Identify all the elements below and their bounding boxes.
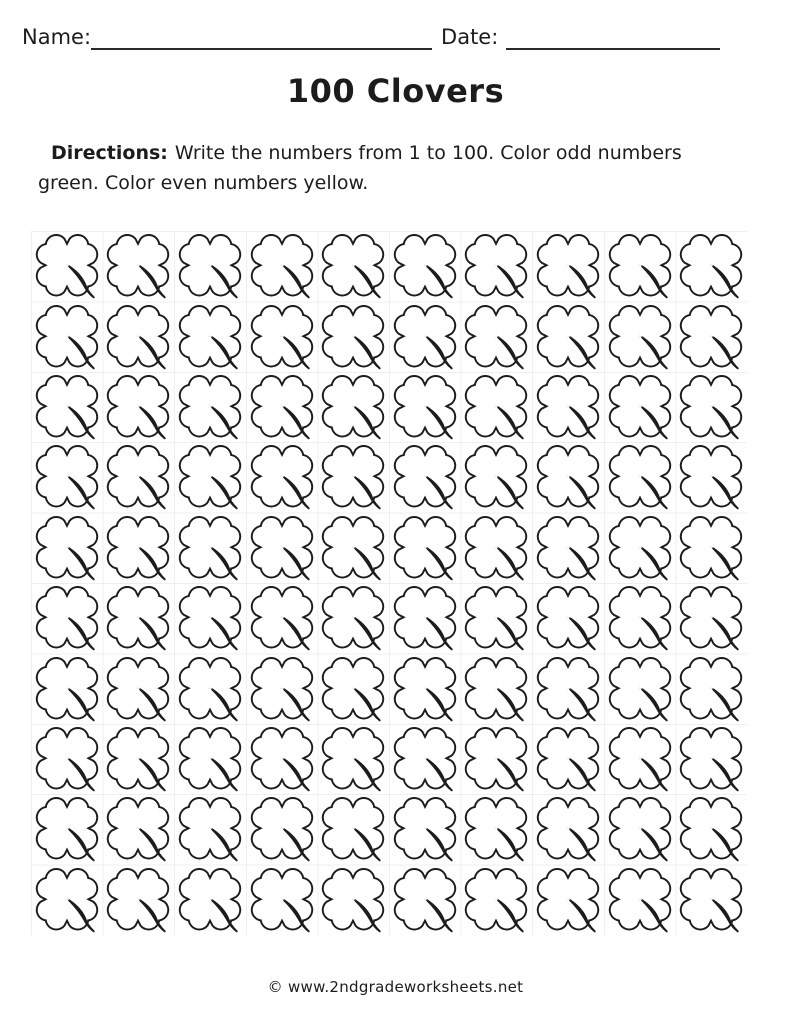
- clover-icon: [98, 227, 178, 304]
- clover-cell: [461, 865, 533, 935]
- clover-icon: [385, 790, 465, 867]
- clover-icon: [385, 227, 465, 304]
- clover-icon: [528, 368, 608, 445]
- clover-cell: [317, 301, 389, 371]
- clover-cell: [604, 583, 676, 653]
- clover-icon: [98, 790, 178, 867]
- clover-icon: [600, 579, 680, 656]
- clover-cell: [317, 372, 389, 442]
- clover-cell: [317, 442, 389, 512]
- clover-cell: [246, 724, 318, 794]
- clover-cell: [317, 653, 389, 723]
- clover-cell: [389, 442, 461, 512]
- clover-icon: [456, 649, 536, 726]
- clover-icon: [600, 297, 680, 374]
- clover-icon: [528, 227, 608, 304]
- clover-cell: [103, 231, 175, 301]
- clover-icon: [242, 579, 322, 656]
- clover-icon: [385, 509, 465, 586]
- clover-cell: [604, 301, 676, 371]
- clover-icon: [671, 720, 751, 797]
- clover-icon: [385, 861, 465, 938]
- clover-icon: [600, 227, 680, 304]
- clover-icon: [27, 438, 107, 515]
- clover-icon: [313, 297, 393, 374]
- name-line: [91, 24, 432, 50]
- directions: [38, 138, 744, 198]
- clover-cell: [675, 865, 747, 935]
- clover-cell: [604, 794, 676, 864]
- clover-icon: [528, 579, 608, 656]
- clover-cell: [604, 724, 676, 794]
- clover-cell: [461, 301, 533, 371]
- clover-cell: [174, 231, 246, 301]
- clover-icon: [98, 368, 178, 445]
- clover-icon: [600, 790, 680, 867]
- clover-cell: [532, 794, 604, 864]
- clover-cell: [461, 724, 533, 794]
- clover-cell: [174, 372, 246, 442]
- clover-cell: [532, 724, 604, 794]
- clover-cell: [246, 794, 318, 864]
- clover-cell: [31, 513, 103, 583]
- clover-cell: [246, 231, 318, 301]
- clover-icon: [27, 509, 107, 586]
- clover-icon: [27, 790, 107, 867]
- clover-cell: [317, 865, 389, 935]
- clover-icon: [671, 297, 751, 374]
- clover-cell: [675, 653, 747, 723]
- clover-cell: [103, 865, 175, 935]
- clover-cell: [532, 442, 604, 512]
- clover-icon: [671, 790, 751, 867]
- clover-cell: [461, 513, 533, 583]
- clover-icon: [170, 579, 250, 656]
- clover-icon: [313, 509, 393, 586]
- clover-cell: [174, 583, 246, 653]
- clover-cell: [317, 724, 389, 794]
- clover-icon: [671, 227, 751, 304]
- clover-cell: [317, 583, 389, 653]
- clover-icon: [170, 861, 250, 938]
- clover-cell: [103, 653, 175, 723]
- clover-icon: [170, 297, 250, 374]
- clover-icon: [27, 649, 107, 726]
- clover-cell: [675, 724, 747, 794]
- clover-cell: [103, 794, 175, 864]
- clover-icon: [242, 861, 322, 938]
- clover-icon: [242, 649, 322, 726]
- clover-icon: [671, 368, 751, 445]
- clover-cell: [675, 513, 747, 583]
- clover-icon: [313, 720, 393, 797]
- clover-icon: [600, 438, 680, 515]
- clover-icon: [242, 227, 322, 304]
- directions-label: Directions:: [51, 142, 168, 164]
- clover-icon: [528, 649, 608, 726]
- clover-icon: [600, 649, 680, 726]
- clover-cell: [103, 583, 175, 653]
- clover-icon: [170, 509, 250, 586]
- clover-icon: [242, 438, 322, 515]
- clover-icon: [242, 368, 322, 445]
- clover-cell: [174, 724, 246, 794]
- clover-grid: [31, 231, 747, 935]
- clover-cell: [532, 513, 604, 583]
- clover-icon: [671, 649, 751, 726]
- clover-cell: [31, 653, 103, 723]
- clover-icon: [27, 297, 107, 374]
- clover-cell: [675, 301, 747, 371]
- clover-icon: [98, 509, 178, 586]
- clover-cell: [675, 794, 747, 864]
- clover-icon: [313, 368, 393, 445]
- clover-cell: [174, 653, 246, 723]
- clover-icon: [27, 368, 107, 445]
- clover-icon: [170, 438, 250, 515]
- clover-icon: [456, 368, 536, 445]
- clover-cell: [389, 724, 461, 794]
- clover-icon: [671, 579, 751, 656]
- clover-icon: [600, 861, 680, 938]
- date-label: Date:: [441, 25, 499, 49]
- clover-cell: [246, 442, 318, 512]
- clover-cell: [389, 372, 461, 442]
- clover-cell: [389, 301, 461, 371]
- clover-cell: [31, 794, 103, 864]
- clover-cell: [389, 653, 461, 723]
- clover-icon: [313, 579, 393, 656]
- clover-cell: [31, 231, 103, 301]
- clover-icon: [242, 509, 322, 586]
- name-label: Name:: [22, 25, 92, 49]
- clover-cell: [174, 513, 246, 583]
- clover-cell: [246, 583, 318, 653]
- clover-icon: [456, 790, 536, 867]
- clover-cell: [461, 442, 533, 512]
- clover-icon: [98, 649, 178, 726]
- clover-cell: [532, 583, 604, 653]
- clover-cell: [604, 653, 676, 723]
- clover-cell: [461, 231, 533, 301]
- date-line: [506, 24, 720, 50]
- clover-cell: [317, 513, 389, 583]
- clover-icon: [385, 579, 465, 656]
- clover-cell: [31, 724, 103, 794]
- clover-icon: [671, 509, 751, 586]
- clover-cell: [103, 372, 175, 442]
- clover-cell: [246, 865, 318, 935]
- clover-cell: [532, 301, 604, 371]
- clover-cell: [461, 794, 533, 864]
- clover-icon: [27, 720, 107, 797]
- clover-icon: [242, 297, 322, 374]
- clover-icon: [528, 861, 608, 938]
- page-title: 100 Clovers: [286, 72, 505, 110]
- clover-cell: [246, 301, 318, 371]
- clover-icon: [27, 861, 107, 938]
- clover-icon: [170, 368, 250, 445]
- clover-icon: [600, 720, 680, 797]
- clover-cell: [103, 724, 175, 794]
- clover-icon: [170, 720, 250, 797]
- clover-icon: [98, 297, 178, 374]
- clover-icon: [528, 438, 608, 515]
- clover-cell: [317, 231, 389, 301]
- clover-icon: [600, 509, 680, 586]
- clover-icon: [456, 509, 536, 586]
- clover-cell: [604, 513, 676, 583]
- clover-cell: [532, 865, 604, 935]
- clover-icon: [456, 297, 536, 374]
- clover-icon: [528, 790, 608, 867]
- clover-cell: [174, 301, 246, 371]
- clover-icon: [528, 509, 608, 586]
- clover-cell: [31, 865, 103, 935]
- clover-icon: [385, 368, 465, 445]
- clover-cell: [389, 865, 461, 935]
- clover-icon: [528, 297, 608, 374]
- clover-cell: [675, 372, 747, 442]
- clover-cell: [246, 372, 318, 442]
- clover-icon: [98, 861, 178, 938]
- clover-cell: [532, 653, 604, 723]
- clover-cell: [31, 372, 103, 442]
- clover-cell: [461, 583, 533, 653]
- clover-icon: [313, 227, 393, 304]
- clover-icon: [98, 438, 178, 515]
- clover-icon: [27, 579, 107, 656]
- clover-cell: [604, 372, 676, 442]
- clover-icon: [528, 720, 608, 797]
- clover-icon: [313, 649, 393, 726]
- clover-cell: [675, 442, 747, 512]
- clover-cell: [389, 513, 461, 583]
- clover-icon: [242, 720, 322, 797]
- clover-icon: [170, 227, 250, 304]
- clover-icon: [170, 790, 250, 867]
- clover-cell: [461, 372, 533, 442]
- clover-cell: [389, 583, 461, 653]
- clover-icon: [456, 438, 536, 515]
- clover-icon: [98, 579, 178, 656]
- clover-icon: [600, 368, 680, 445]
- clover-icon: [385, 649, 465, 726]
- clover-cell: [675, 231, 747, 301]
- clover-icon: [170, 649, 250, 726]
- name-date-row: [22, 24, 720, 50]
- clover-cell: [246, 653, 318, 723]
- clover-icon: [313, 861, 393, 938]
- clover-cell: [174, 865, 246, 935]
- clover-cell: [604, 442, 676, 512]
- clover-cell: [103, 513, 175, 583]
- clover-cell: [604, 231, 676, 301]
- clover-cell: [31, 583, 103, 653]
- clover-icon: [671, 861, 751, 938]
- clover-cell: [389, 794, 461, 864]
- clover-cell: [246, 513, 318, 583]
- clover-icon: [385, 720, 465, 797]
- clover-icon: [98, 720, 178, 797]
- clover-cell: [174, 442, 246, 512]
- clover-cell: [675, 583, 747, 653]
- clover-icon: [385, 438, 465, 515]
- clover-cell: [532, 231, 604, 301]
- clover-cell: [31, 301, 103, 371]
- clover-cell: [174, 794, 246, 864]
- clover-icon: [27, 227, 107, 304]
- clover-icon: [671, 438, 751, 515]
- clover-icon: [313, 438, 393, 515]
- clover-icon: [313, 790, 393, 867]
- clover-cell: [317, 794, 389, 864]
- clover-cell: [103, 301, 175, 371]
- clover-cell: [604, 865, 676, 935]
- clover-icon: [456, 579, 536, 656]
- clover-cell: [532, 372, 604, 442]
- clover-icon: [456, 861, 536, 938]
- clover-cell: [461, 653, 533, 723]
- clover-icon: [456, 227, 536, 304]
- clover-icon: [242, 790, 322, 867]
- clover-cell: [103, 442, 175, 512]
- clover-cell: [389, 231, 461, 301]
- directions-text: Write the numbers from 1 to 100. Color odd numbers green. Color even numbers yellow.: [38, 142, 682, 194]
- clover-icon: [456, 720, 536, 797]
- clover-cell: [31, 442, 103, 512]
- footer-copyright: © www.2ndgradeworksheets.net: [267, 978, 524, 996]
- clover-icon: [385, 297, 465, 374]
